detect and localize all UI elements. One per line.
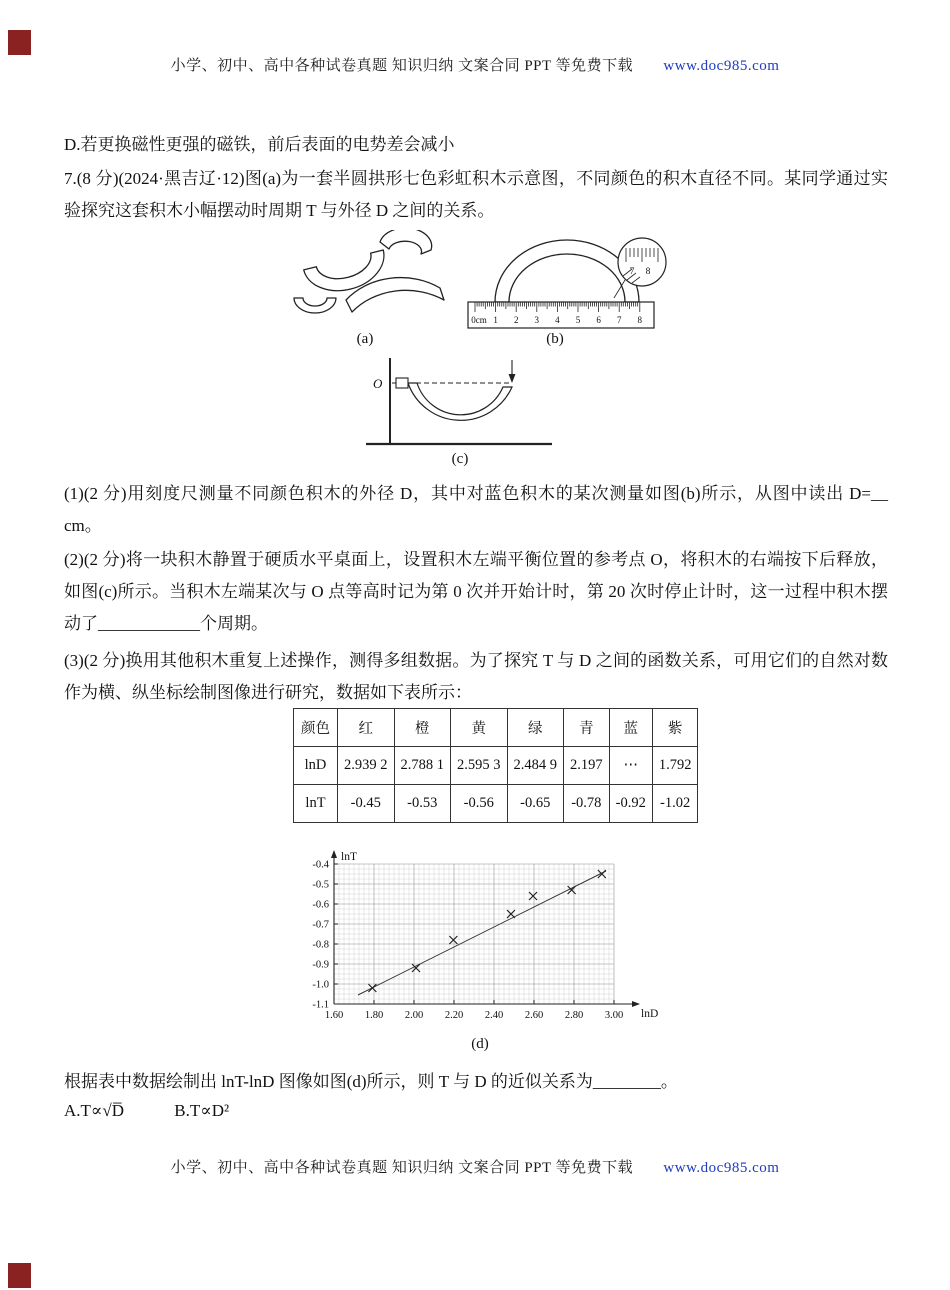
svg-text:-1.0: -1.0 — [312, 979, 329, 991]
header-text: 小学、初中、高中各种试卷真题 知识归纳 文案合同 PPT 等免费下载 — [170, 58, 634, 74]
table-cell: -0.92 — [609, 785, 652, 823]
data-table — [293, 708, 698, 823]
part-3-text: (3)(2 分)换用其他积木重复上述操作，测得多组数据。为了探究 T 与 D 之间的函数关系，可用它们的自然对数作为横、纵坐标绘制图像进行研究，数据如下表所示： — [64, 651, 888, 702]
svg-text:3: 3 — [534, 315, 540, 325]
lnT-lnD-chart — [292, 848, 668, 1034]
table-cell: -1.02 — [652, 785, 698, 823]
table-cell: 2.484 9 — [507, 747, 564, 785]
svg-text:8: 8 — [645, 267, 651, 277]
svg-text:1.60: 1.60 — [324, 1010, 344, 1021]
svg-text:2.80: 2.80 — [564, 1010, 584, 1021]
table-cell: 1.792 — [652, 747, 698, 785]
svg-text:8: 8 — [637, 315, 643, 325]
svg-text:2.00: 2.00 — [404, 1010, 424, 1021]
option-d-line: D.若更换磁性更强的磁铁，前后表面的电势差会减小 — [64, 135, 455, 154]
pendulum-block — [408, 383, 512, 420]
page-header — [0, 54, 950, 75]
table-cell: 橙 — [394, 709, 451, 747]
table-cell: 绿 — [507, 709, 564, 747]
svg-text:-0.8: -0.8 — [312, 939, 329, 951]
svg-text:lnT: lnT — [341, 851, 357, 863]
svg-text:2.40: 2.40 — [484, 1010, 504, 1021]
svg-text:-1.1: -1.1 — [312, 999, 329, 1011]
measurement-drawing — [462, 222, 667, 340]
setup-drawing — [360, 352, 560, 460]
figure-b-caption: (b) — [546, 331, 564, 347]
block-left-end — [396, 378, 408, 388]
press-down-arrow-head — [509, 374, 516, 383]
table-lnT-row — [294, 785, 698, 823]
figure-d-caption: (d) — [471, 1036, 489, 1052]
arch-block-small — [294, 298, 336, 313]
origin-label: O — [373, 376, 383, 391]
corner-mark-top — [8, 30, 31, 55]
option-a: A.T∝√D̅ — [64, 1101, 125, 1120]
svg-text:5: 5 — [575, 315, 581, 325]
figure-b-measurement — [462, 222, 667, 345]
svg-text:7: 7 — [629, 267, 635, 277]
table-cell: 蓝 — [609, 709, 652, 747]
ruler-labels — [471, 315, 642, 325]
table-cell: 2.197 — [564, 747, 610, 785]
svg-text:4: 4 — [555, 315, 560, 325]
svg-text:lnD: lnD — [641, 1008, 659, 1020]
svg-text:7: 7 — [616, 315, 622, 325]
table-cell: 2.939 2 — [338, 747, 395, 785]
svg-text:2: 2 — [513, 315, 519, 325]
figure-c-caption: (c) — [451, 451, 469, 467]
table-cell: lnT — [294, 785, 338, 823]
table-cell: 黄 — [451, 709, 508, 747]
figure-c-setup — [360, 352, 560, 465]
table-cell: 红 — [338, 709, 395, 747]
figure-a-blocks-sketch — [288, 230, 453, 335]
figure-a-caption: (a) — [356, 331, 374, 347]
svg-text:-0.5: -0.5 — [312, 879, 329, 891]
corner-mark-bottom — [8, 1263, 31, 1288]
table-cell: ⋯ — [609, 747, 652, 785]
table-cell: -0.53 — [394, 785, 451, 823]
table-header-row — [294, 709, 698, 747]
table-cell: lnD — [294, 747, 338, 785]
svg-text:-0.7: -0.7 — [312, 919, 329, 931]
table-cell: 颜色 — [294, 709, 338, 747]
footer-text: 小学、初中、高中各种试卷真题 知识归纳 文案合同 PPT 等免费下载 — [170, 1160, 634, 1176]
svg-text:2.60: 2.60 — [524, 1010, 544, 1021]
svg-text:6: 6 — [596, 315, 601, 325]
blocks-sketch-drawing — [288, 230, 453, 330]
table-cell: 2.595 3 — [451, 747, 508, 785]
table-cell: -0.65 — [507, 785, 564, 823]
answer-options — [64, 1101, 229, 1121]
svg-text:2.20: 2.20 — [444, 1010, 464, 1021]
svg-text:-0.6: -0.6 — [312, 899, 329, 911]
table-cell: -0.78 — [564, 785, 610, 823]
header-link[interactable]: www.doc985.com — [663, 58, 780, 74]
svg-text:-0.4: -0.4 — [312, 859, 329, 871]
page-footer — [0, 1156, 950, 1177]
svg-text:3.00: 3.00 — [604, 1010, 624, 1021]
svg-text:1.80: 1.80 — [364, 1010, 384, 1021]
table-cell: 青 — [564, 709, 610, 747]
option-b: B.T∝D² — [174, 1101, 230, 1120]
table-cell: 紫 — [652, 709, 698, 747]
part-2-text: (2)(2 分)将一块积木静置于硬质水平桌面上，设置积木左端平衡位置的参考点 O，将积木的右端按下后释放，如图(c)所示。当积木左端某次与 O 点等高时记为第 0 次并开始计时，第 20 次时停止计时，这一过程中积木摆动了____________个周期。 — [64, 550, 888, 633]
svg-text:0cm: 0cm — [471, 315, 487, 325]
table-cell: -0.56 — [451, 785, 508, 823]
table-lnD-row — [294, 747, 698, 785]
svg-text:-0.9: -0.9 — [312, 959, 329, 971]
table-cell: 2.788 1 — [394, 747, 451, 785]
table-cell: -0.45 — [338, 785, 395, 823]
svg-text:1: 1 — [493, 315, 498, 325]
arch-block-crescent — [380, 230, 432, 254]
footer-link[interactable]: www.doc985.com — [663, 1160, 780, 1176]
conclusion-text: 根据表中数据绘制出 lnT-lnD 图像如图(d)所示，则 T 与 D 的近似关系为________。 — [64, 1072, 678, 1091]
part-1-text: (1)(2 分)用刻度尺测量不同颜色积木的外径 D，其中对蓝色积木的某次测量如图(b)所示，从图中读出 D=__ cm。 — [64, 484, 888, 535]
question-7-intro: 7.(8 分)(2024·黑吉辽·12)图(a)为一套半圆拱形七色彩虹积木示意图，不同颜色的积木直径不同。某同学通过实验探究这套积木小幅摆动时周期 T 与外径 D 之间的关系。 — [64, 169, 888, 220]
